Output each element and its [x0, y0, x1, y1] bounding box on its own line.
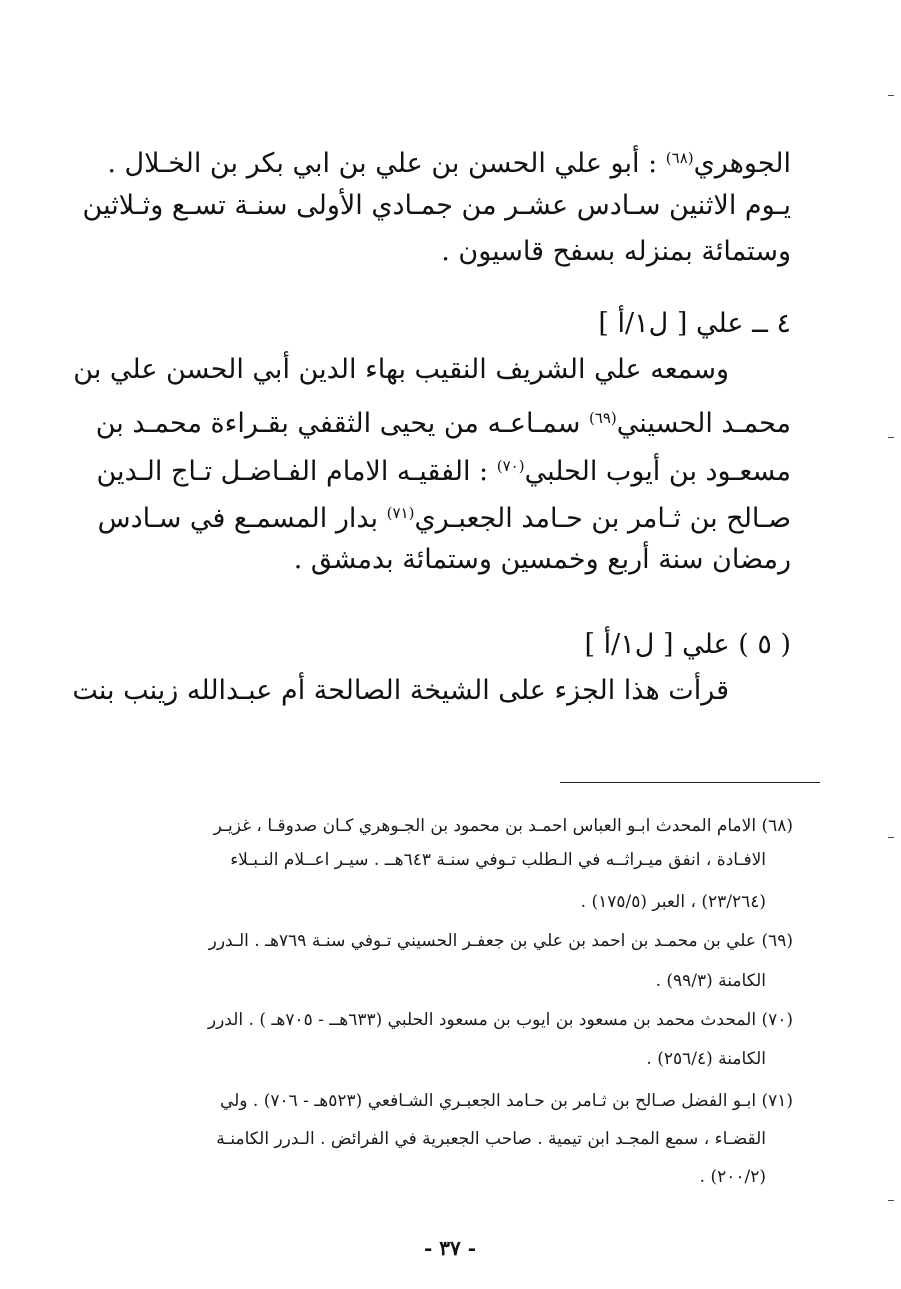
footnote-ref-69[interactable]: (٦٩): [588, 409, 617, 427]
footnote-70-line-2: الكامنة (٢٥٦/٤) .: [646, 1049, 766, 1069]
body-line-10: قرأت هذا الجزء على الشيخة الصالحة أم عبـدالله زينب بنت: [72, 675, 729, 706]
footnote-70-line-1: (٧٠) المحدث محمد بن مسعود بن ايوب بن مسعود الحلبي (٦٣٣هــ - ٧٠٥هـ ) . الدرر: [207, 1010, 793, 1030]
footnote-68-line-3: (٢٣/٢٦٤) ، العبر (١٧٥/٥) .: [580, 892, 766, 912]
footnote-separator: [560, 782, 820, 783]
footnote-68-line-1: (٦٨) الامام المحدث ابـو العباس احمـد بن محمود بن الجـوهري كـان صدوقـا ، غزيـر: [213, 816, 793, 836]
body-line-3: وستمائة بمنزله بسفح قاسيون .: [441, 236, 791, 267]
footnote-69-line-1: (٦٩) علي بن محمـد بن احمد بن علي بن جعفـر الحسيني تـوفي سنـة ٧٦٩هـ . الـدرر: [208, 931, 793, 951]
footnote-68-line-2: الافـادة ، انفق ميـراثــه في الـطلب تـوفي سنـة ٦٤٣هــ . سيـر اعــلام النـبـلاء: [230, 850, 766, 870]
body-line-5: وسمعه علي الشريف النقيب بهاء الدين أبي الحسن علي بن: [73, 354, 729, 385]
footnote-71-line-3: (٢٠٠/٢) .: [699, 1167, 766, 1187]
page-number: - ٣٧ -: [423, 1236, 476, 1260]
footnote-71-line-2: القضـاء ، سمع المجـد ابن تيمية . صاحب الجعبرية في الفرائض . الـدرر الكامنـة: [216, 1129, 766, 1149]
body-line-1: الجوهري$^{(٦٨)}$ : أبو علي الحسن بن علي بن ابي بكر بن الخـلال .: [107, 148, 791, 179]
body-line-9: رمضان سنة أربع وخمسين وستمائة بدمشق .: [293, 544, 791, 575]
scan-edge-mark: [888, 95, 894, 96]
body-line-8: صـالح بن ثـامر بن حـامد الجعبـري$^{(٧١)}$ بدار المسمـع في سـادس: [97, 503, 791, 534]
footnote-ref-70[interactable]: (٧٠): [496, 457, 525, 475]
scan-edge-mark: [888, 1200, 894, 1201]
scan-edge-mark: [888, 837, 894, 838]
section-heading-4: ٤ ــ علي [ ل١/أ ]: [598, 308, 791, 339]
body-line-2: يـوم الاثنين سـادس عشـر من جمـادي الأولى سنـة تسـع وثـلاثين: [82, 190, 791, 221]
scan-edge-mark: [888, 437, 894, 438]
footnote-71-line-1: (٧١) ابـو الفضل صـالح بن ثـامر بن حـامد الجعبـري الشـافعي (٥٢٣هـ - ٧٠٦) . ولي: [219, 1091, 793, 1111]
section-heading-5: ( ٥ ) علي [ ل١/أ ]: [584, 629, 791, 660]
body-line-7: مسعـود بن أيوب الحلبي$^{(٧٠)}$ : الفقيـه الامام الفـاضـل تـاج الـدين: [96, 456, 791, 487]
footnote-69-line-2: الكامنة (٩٩/٣) .: [655, 971, 766, 991]
footnote-ref-71[interactable]: (٧١): [386, 504, 415, 522]
footnote-ref-68[interactable]: (٦٨): [665, 149, 694, 167]
body-line-6: محمـد الحسيني$^{(٦٩)}$ سمـاعـه من يحيى الثقفي بقـراءة محمـد بن: [95, 408, 791, 439]
